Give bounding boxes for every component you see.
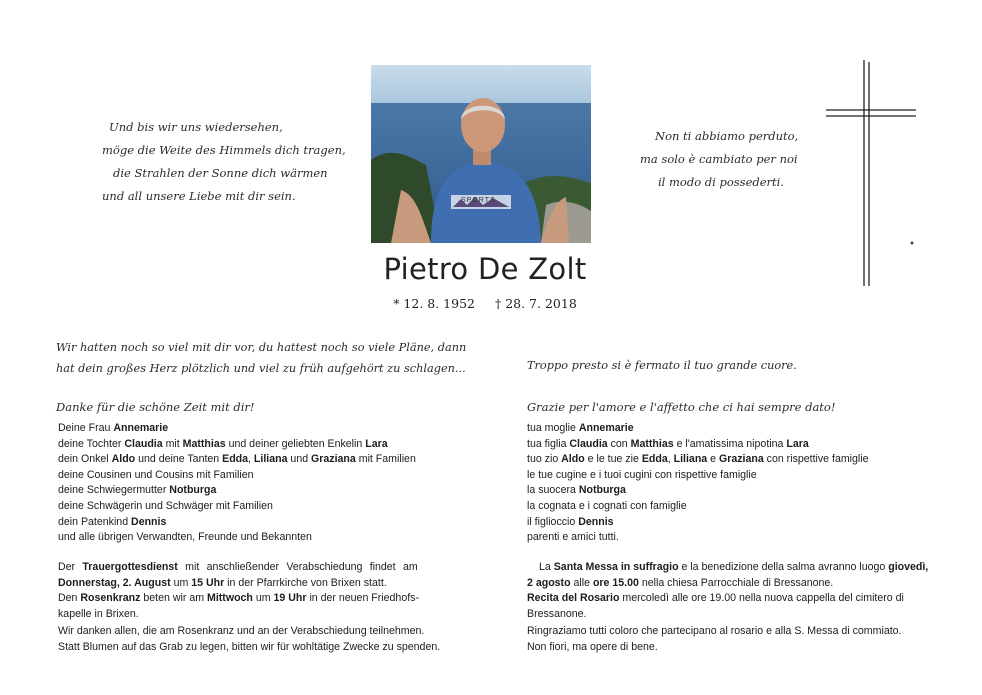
- closing-line: Ringraziamo tutti coloro che partecipano al rosario e alla S. Messa di commiato.: [527, 625, 902, 637]
- service-line: La Santa Messa in suffragio e la benedizione della salma avranno luogo giovedì,: [539, 561, 929, 573]
- mourner-line: deine Tochter Claudia mit Matthias und deiner geliebten Enkelin Lara: [58, 437, 388, 450]
- mourner-line: dein Patenkind Dennis: [58, 515, 167, 528]
- german-service-info: [58, 560, 434, 622]
- mourner-line: la suocera Notburga: [527, 484, 626, 497]
- service-line: 2 agosto alle ore 15.00 nella chiesa Parrocchiale di Bressanone.: [527, 576, 834, 589]
- quote-line: die Strahlen der Sonne dich wärmen: [113, 166, 328, 180]
- mourner-line: deine Cousinen und Cousins mit Familien: [58, 468, 254, 481]
- mourner-line: Deine Frau Annemarie: [58, 422, 169, 434]
- shirt-print: SPORTS: [461, 197, 496, 204]
- italian-mourners: [527, 421, 869, 546]
- italian-closing: [527, 624, 902, 655]
- life-dates: [380, 296, 590, 311]
- quote-line: und all unsere Liebe mit dir sein.: [102, 189, 296, 203]
- mourner-line: und alle übrigen Verwandten, Freunde und Bekannten: [58, 531, 312, 544]
- closing-line: Wir danken allen, die am Rosenkranz und an der Verabschiedung teilnehmen.: [58, 625, 425, 637]
- mourner-line: dein Onkel Aldo und deine Tanten Edda, Liliana und Graziana mit Familien: [58, 453, 416, 466]
- german-intro: [56, 337, 466, 379]
- quote-italian: [640, 125, 798, 194]
- german-mourners: [58, 421, 416, 546]
- service-line: Donnerstag, 2. August um 15 Uhr in der Pfarrkirche von Brixen statt.: [58, 576, 387, 589]
- mourner-line: le tue cugine e i tuoi cugini con rispettive famiglie: [527, 468, 757, 481]
- mourner-line: deine Schwiegermutter Notburga: [58, 484, 217, 497]
- closing-line: Statt Blumen auf das Grab zu legen, bitten wir für wohltätige Zwecke zu spenden.: [58, 640, 441, 653]
- italian-service-info: [527, 560, 929, 622]
- italian-intro: Troppo presto si è fermato il tuo grande cuore.: [527, 359, 797, 372]
- german-intro-line: Wir hatten noch so viel mit dir vor, du hattest noch so viele Pläne, dann: [56, 341, 467, 354]
- mourner-line: tua figlia Claudia con Matthias e l'amatissima nipotina Lara: [527, 437, 809, 450]
- closing-line: Non fiori, ma opere di bene.: [527, 640, 658, 653]
- mourner-line: tuo zio Aldo e le tue zie Edda, Liliana e Graziana con rispettive famiglie: [527, 453, 869, 466]
- mourner-line: il figlioccio Dennis: [527, 515, 614, 528]
- german-thanks-heading: Danke für die schöne Zeit mit dir!: [56, 400, 255, 414]
- service-line: Der Trauergottesdienst mit anschließender Verabschiedung findet am: [58, 561, 418, 573]
- portrait-image: [371, 65, 591, 243]
- german-intro-line: hat dein großes Herz plötzlich und viel zu früh aufgehört zu schlagen...: [56, 362, 466, 375]
- quote-german: [102, 116, 346, 208]
- mourner-line: tua moglie Annemarie: [527, 422, 634, 434]
- quote-line: il modo di possederti.: [658, 175, 784, 189]
- service-line: Bressanone.: [527, 607, 587, 620]
- birth-date: * 12. 8. 1952: [393, 296, 475, 311]
- italian-thanks-heading: Grazie per l'amore e l'affetto che ci hai sempre dato!: [527, 400, 836, 414]
- deceased-name: Pietro De Zolt: [383, 252, 587, 286]
- portrait-photo: [371, 65, 591, 243]
- quote-line: Non ti abbiamo perduto,: [655, 129, 799, 143]
- mourner-line: deine Schwägerin und Schwäger mit Familien: [58, 499, 273, 512]
- quote-line: ma solo è cambiato per noi: [640, 152, 798, 166]
- service-line: kapelle in Brixen.: [58, 607, 139, 620]
- mourner-line: la cognata e i cognati con famiglie: [527, 499, 687, 512]
- mourner-line: parenti e amici tutti.: [527, 531, 619, 544]
- german-closing: [58, 624, 440, 655]
- service-line: Recita del Rosario mercoledì alle ore 19.00 nella nuova cappella del cimitero di: [527, 592, 904, 605]
- cross-icon: [826, 60, 918, 286]
- quote-line: Und bis wir uns wiedersehen,: [109, 120, 283, 134]
- death-date: † 28. 7. 2018: [494, 296, 577, 311]
- quote-line: möge die Weite des Himmels dich tragen,: [102, 143, 346, 157]
- service-line: Den Rosenkranz beten wir am Mittwoch um 19 Uhr in der neuen Friedhofs-: [58, 592, 419, 605]
